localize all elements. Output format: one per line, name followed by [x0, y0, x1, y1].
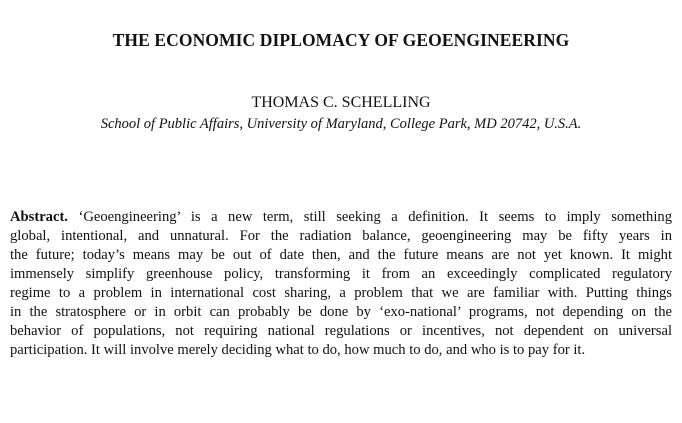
- abstract-line: in the stratosphere or in orbit can probably be done by ‘exo-national’ programs, not depending on the: [10, 304, 672, 320]
- abstract-line-text: ‘Geoengineering’ is a new term, still seeking a definition. It seems to imply something: [67, 209, 672, 225]
- abstract-line: immensely simplify greenhouse policy, transforming it from an exceedingly complicated regulatory: [10, 266, 672, 282]
- abstract-line: the future; today’s means may be out of date then, and the future means are not yet known. It might: [10, 247, 672, 263]
- paper-title: THE ECONOMIC DIPLOMACY OF GEOENGINEERING: [112, 30, 570, 50]
- abstract: [10, 208, 672, 360]
- abstract-line: regime to a problem in international cost sharing, a problem that we are familiar with. Putting things: [10, 285, 672, 301]
- author-affiliation: School of Public Affairs, University of Maryland, College Park, MD 20742, U.S.A.: [100, 116, 582, 132]
- abstract-line: global, intentional, and unnatural. For the radiation balance, geoengineering may be fifty years in: [10, 228, 672, 244]
- author-name: THOMAS C. SCHELLING: [251, 94, 431, 111]
- abstract-line: participation. It will involve merely deciding what to do, how much to do, and who is to pay for it.: [10, 342, 586, 358]
- abstract-line: behavior of populations, not requiring national regulations or incentives, not dependent on universal: [10, 323, 672, 339]
- abstract-line: [10, 208, 672, 227]
- abstract-label: Abstract.: [10, 209, 68, 225]
